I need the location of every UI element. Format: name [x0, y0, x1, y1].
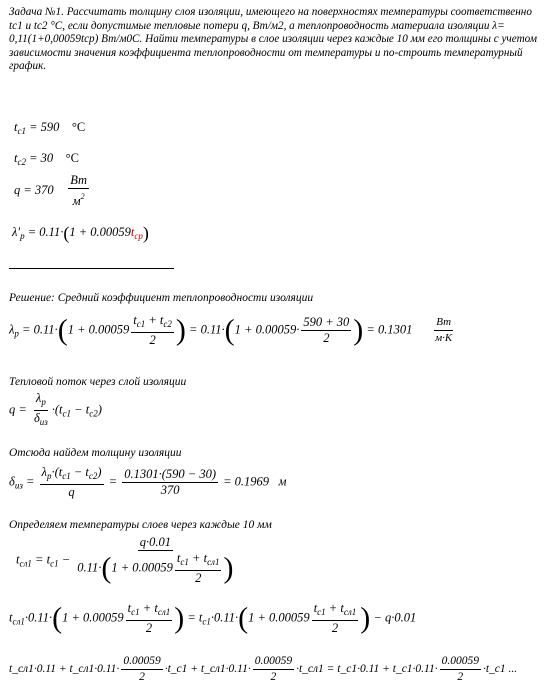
task-statement: Задача №1. Рассчитать толщину слоя изоляции, имеющего на поверхностях температуры соответственно tc1 и tc2 °С, если допустимые тепловые потери q, Вт/м2, а теплопроводность материала изоляции λ= 0,11(1+0,00059tср) Вт/м0С. Найти температуры в слое изоляции через каждые 10 мм его толщины с учетом зависимости значения коэффициента теплопроводности от температуры и по-строить температурный график. — [9, 6, 537, 73]
equation-lambda-mean: $\lambda_p = 0.11\cdot(1 + 0.00059$ $\frac{t_{c1} + t_{c2}}{2}$ ) = 0.11·(1 + 0.00059· $\frac{590 + 30}{2}$ ) = 0.1301 $\frac{Вт}{м\cdot К}$ — [9, 313, 453, 347]
given-tc2: $t_{c2} = 30$ °C — [14, 151, 80, 167]
temperatures-heading: Определяем температуры слоев через каждые 10 мм — [9, 519, 272, 531]
heat-flow-heading: Тепловой поток через слой изоляции — [9, 376, 187, 388]
equation-t-layer1: $t_{сл1} = t_{c1}$ − q·0.01 0.11·(1 + 0.00059 $\frac{t_{c1} + t_{сл1}}{2}$ ) — [16, 535, 234, 585]
equation-t-layer1-expanded: $t_{сл1}\cdot 0.11\cdot(1 + 0.00059$ $\frac{t_{c1} + t_{сл1}}{2}$ ) = $t_{c1}\cdot 0.11\cdot(1 + 0.00059$ $\frac{t_{c1} + t_{сл1}}{2}$ ) − q·0.01 — [9, 601, 417, 635]
solution-heading: Решение: Средний коэффициент теплопроводности изоляции — [9, 292, 314, 304]
given-tc1: $t_{c1} = 590$ °C — [14, 120, 86, 136]
divider-line — [9, 268, 174, 269]
equation-thickness: $\delta_{из}$ = $\frac{\lambda_p\cdot(t_{c1} - t_{c2})}{q}$ = $\frac{0.1301\cdot(590 - 30)}{370}$ = 0.1969 м — [9, 465, 287, 499]
thickness-heading: Отсюда найдем толщину изоляции — [9, 447, 182, 459]
given-q: q = 370 $\frac{Вт}{м^2}$ — [14, 173, 88, 208]
equation-heat-flow: q = $\frac{\lambda_p}{\delta_{из}}$ $\cdot(t_{c1} - t_{c2})$ — [9, 391, 102, 427]
equation-t-layer1-linear: t_сл1·0.11 + t_сл1·0.11· $\frac{0.00059}{2}$ ·t_c1 + t_сл1·0.11· $\frac{0.00059}{2}$ ·t_сл1 = t_c1·0.11 + t_c1·0.11· $\frac{0.00059}{2}$ ·t_c1 ... — [9, 655, 518, 683]
given-lambda: $\lambda'_p = 0.11\cdot(1 + 0.00059t_{cp})$ — [12, 223, 149, 243]
